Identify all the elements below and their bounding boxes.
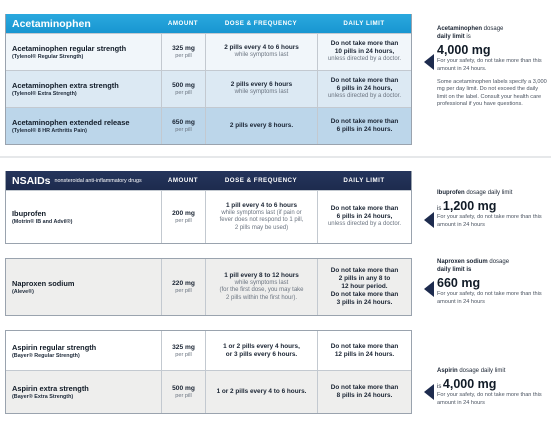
nsaids-header — [6, 171, 411, 190]
amount: 220 mg — [172, 280, 195, 287]
dose-note: while symptoms last — [234, 52, 289, 59]
limit: 6 pills in 24 hours. — [336, 126, 393, 133]
dose-note: 2 pills within the first hour). — [225, 294, 298, 301]
dose: or 3 pills every 6 hours. — [225, 350, 298, 358]
table-row — [6, 33, 411, 70]
safety-text: For your safety, do not take more than this amount in 24 hours — [437, 214, 542, 228]
amount-unit: per pill — [175, 288, 192, 294]
acetaminophen-title: Acetaminophen — [12, 17, 91, 30]
dose-note: while symptoms last — [234, 89, 289, 96]
limit: 12 pills in 24 hours. — [334, 350, 395, 358]
pointer-arrow-icon — [424, 212, 434, 228]
table-row — [6, 70, 411, 107]
daily-limit-value: 4,000 mg — [442, 376, 497, 391]
amount-unit: per pill — [175, 351, 192, 358]
drug-name: Aspirin extra strength — [12, 384, 89, 393]
aspirin-limit-note: Aspirin dosage daily limit is 4,000 mg For your safety, do not take more than this amount in 24 hours — [437, 368, 549, 407]
pointer-arrow-icon — [424, 281, 434, 297]
amount-unit: per pill — [175, 127, 192, 133]
limit: Do not take more than — [330, 267, 399, 274]
col-amount: AMOUNT — [167, 177, 199, 184]
dose: 2 pills every 6 hours — [230, 81, 293, 89]
drug-name: Ibuprofen — [12, 209, 47, 218]
drug-name: Naproxen sodium — [12, 279, 75, 288]
dose: 2 pills every 4 to 6 hours — [224, 44, 299, 52]
limit: Do not take more than — [330, 40, 399, 48]
daily-limit-value: 660 mg — [437, 275, 481, 290]
dose-note: fever does not respond to 1 pill, — [219, 217, 304, 224]
nsaids-table — [5, 171, 412, 244]
ibuprofen-limit-note: Ibuprofen dosage daily limit is 1,200 mg For your safety, do not take more than this amount in 24 hours — [437, 190, 549, 229]
amount: 325 mg — [172, 343, 195, 351]
acetaminophen-table — [5, 14, 412, 145]
naproxen-limit-note: Naproxen sodium dosage daily limit is 660 mg For your safety, do not take more than this amount in 24 hours — [437, 259, 549, 306]
dose: 1 or 2 pills every 4 hours, — [223, 342, 300, 350]
table-row — [6, 370, 411, 413]
limit: 12 hour period. — [341, 283, 388, 290]
col-limit: DAILY LIMIT — [343, 20, 385, 27]
limit: Do not take more than — [330, 77, 399, 85]
dose-note: while symptoms last (if pain or — [221, 209, 302, 216]
table-row — [6, 259, 411, 315]
limit: Do not take more than — [330, 342, 399, 350]
drug-name: Acetaminophen regular strength — [12, 44, 127, 53]
section-divider — [0, 156, 551, 158]
amount: 650 mg — [172, 119, 195, 126]
limit: Do not take more than — [330, 205, 399, 213]
limit: Do not take more than — [330, 118, 399, 125]
amount: 500 mg — [172, 82, 195, 89]
naproxen-table — [5, 258, 412, 316]
col-amount: AMOUNT — [167, 20, 199, 27]
brand-name: (Tylenol® 8 HR Arthritis Pain) — [12, 128, 87, 134]
amount: 200 mg — [172, 210, 195, 217]
acetaminophen-header — [6, 14, 411, 33]
brand-name: (Aleve®) — [12, 289, 34, 295]
amount-unit: per pill — [175, 393, 192, 399]
brand-name: (Bayer® Regular Strength) — [12, 352, 80, 359]
daily-limit-value: 1,200 mg — [442, 198, 497, 213]
dose-note: (for the first dose, you may take — [219, 287, 304, 294]
dose: 1 pill every 8 to 12 hours — [224, 271, 299, 279]
drug-name: Acetaminophen extended release — [12, 118, 130, 127]
dose: 1 or 2 pills every 4 to 6 hours. — [216, 388, 307, 395]
dose: 1 pill every 4 to 6 hours — [225, 201, 298, 209]
table-row — [6, 190, 411, 244]
table-row — [6, 331, 411, 370]
amount-unit: per pill — [175, 218, 192, 224]
label-note: Some acetaminophen labels specify a 3,000 mg per day limit. Do not exceed the daily limit on the label. Consult your health care professional if you have questions. — [437, 79, 547, 108]
limit: Do not take more than — [330, 291, 399, 298]
drug-name: Acetaminophen extra strength — [12, 81, 119, 90]
limit-note: unless directed by a doctor. — [327, 93, 402, 100]
limit: Do not take more than — [330, 384, 399, 391]
amount-unit: per pill — [175, 53, 192, 59]
amount-unit: per pill — [175, 90, 192, 96]
nsaids-subtitle: nonsteroidal anti-inflammatory drugs — [54, 177, 142, 184]
col-dose: DOSE & FREQUENCY — [224, 177, 298, 184]
safety-text: For your safety, do not take more than this amount in 24 hours. — [437, 58, 542, 72]
limit: 6 pills in 24 hours, — [336, 213, 393, 221]
safety-text: For your safety, do not take more than this amount in 24 hours — [437, 392, 542, 406]
nsaids-title: NSAIDs — [12, 174, 51, 187]
aspirin-table — [5, 330, 412, 414]
amount: 500 mg — [172, 385, 195, 392]
col-limit: DAILY LIMIT — [343, 177, 385, 184]
dose-note: while symptoms last — [234, 279, 289, 286]
brand-name: (Tylenol® Extra Strength) — [12, 91, 77, 97]
table-row — [6, 107, 411, 144]
limit: 6 pills in 24 hours, — [336, 85, 393, 93]
limit-note: unless directed by a doctor. — [327, 56, 402, 63]
brand-name: (Motrin® IB and Advil®) — [12, 219, 73, 225]
limit: 3 pills in 24 hours. — [336, 299, 393, 306]
safety-text: For your safety, do not take more than this amount in 24 hours — [437, 291, 542, 305]
limit: 8 pills in 24 hours. — [336, 392, 393, 399]
pointer-arrow-icon — [424, 54, 434, 70]
pointer-arrow-icon — [424, 384, 434, 400]
dose-note: 2 pills may be used) — [234, 224, 289, 231]
acetaminophen-limit-note: Acetaminophen dosage daily limit is 4,000 mg For your safety, do not take more than this amount in 24 hours. Some acetaminophen labels specify a 3,000 mg per day limit. Do not exceed the daily limit on the label. Consult your health care professional if you have questions. — [437, 26, 549, 109]
brand-name: (Tylenol® Regular Strength) — [12, 54, 84, 60]
col-dose: DOSE & FREQUENCY — [224, 20, 298, 27]
limit: 2 pills in any 8 to — [338, 275, 391, 282]
daily-limit-value: 4,000 mg — [437, 42, 491, 57]
brand-name: (Bayer® Extra Strength) — [12, 394, 74, 400]
amount: 325 mg — [172, 45, 195, 52]
limit-note: unless directed by a doctor. — [327, 221, 402, 228]
drug-name: Aspirin regular strength — [12, 342, 97, 352]
limit: 10 pills in 24 hours, — [334, 48, 395, 56]
dose: 2 pills every 8 hours. — [229, 122, 294, 129]
